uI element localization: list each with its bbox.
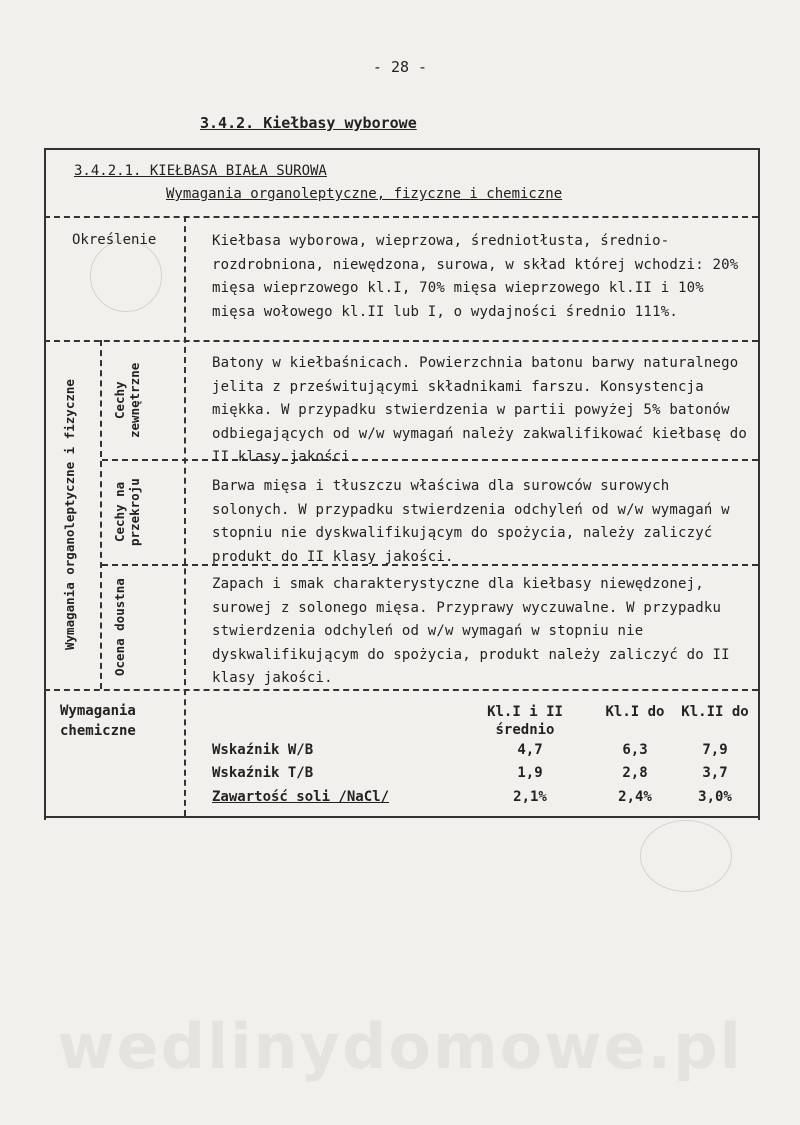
chemical-value-wb-kl1: 6,3 [622,742,648,758]
chemical-value-salt-kl1: 2,4% [618,789,652,805]
row-text-external: Batony w kiełbaśnicach. Powierzchnia batonu barwy naturalnego jelita z prześwitującymi składnikami farszu. Konsystencja miękka. W przypadku stwierdzenia w partii powyżej 5% batonów odbiegających od w/w wymagań należy zakwalifikować kiełbasę do II klasy jakości. [212,355,747,465]
chemical-row-name-salt: Zawartość soli /NaCl/ [212,789,390,805]
row-text-cross-section: Barwa mięsa i tłuszczu właściwa dla surowców surowych solonych. W przypadku stwierdzenia odchyleń od w/w wymagań w stopniu nie dyskwalifikującym do spożycia, należy zaliczyć produkt do II klasy jakości. [212,478,730,565]
chemical-value-tb-kl1: 2,8 [622,765,648,781]
row-label-oral: Ocena doustna [112,578,127,676]
chemical-value-tb-kl2: 3,7 [702,765,728,781]
chemical-value-wb-kl2: 7,9 [702,742,728,758]
subsection-title: 3.4.2.1. KIEŁBASA BIAŁA SUROWA [74,163,327,179]
divider-definition [44,340,758,342]
divider-header [44,216,758,218]
chemical-value-salt-kl2: 3,0% [698,789,732,805]
divider-bottom [44,816,758,818]
row-label-cross-section: Cechy na przekroju [112,478,142,546]
row-text-oral: Zapach i smak charakterystyczne dla kiełbasy niewędzonej, surowej z solonego mięsa. Przyprawy wyczuwalne. W przypadku stwierdzenia odchyleń od w/w wymagań w stopniu nie dyskwalifikującym do spożycia, produkt należy zaliczyć do II klasy jakości. [212,576,730,686]
chemical-row-name-tb: Wskaźnik T/B [212,765,314,781]
chemical-column-header-1: Kl.I i II średnio [487,704,563,738]
chemical-value-salt-avg: 2,1% [513,789,547,805]
row-label-external: Cechy zewnętrzne [112,362,142,438]
column-divider-group [100,340,102,689]
section-title: 3.4.2. Kiełbasy wyborowe [200,114,417,132]
chemical-value-wb-avg: 4,7 [517,742,543,758]
watermark: wedlinydomowe.pl [57,1010,743,1083]
definition-text: Kiełbasa wyborowa, wieprzowa, średniotłusta, średnio-rozdrobniona, niewędzona, surowa, w skład której wchodzi: 20% mięsa wieprzowego kl.I, 70% mięsa wieprzowego kl.II i 10% mięsa wołowego kl.II lub I, o wydajności średnio 111%. [212,233,739,320]
subsection-subtitle: Wymagania organoleptyczne, fizyczne i chemiczne [166,186,563,202]
chemical-column-header-3: Kl.II do [681,704,749,720]
chemical-row-name-wb: Wskaźnik W/B [212,742,314,758]
definition-label: Określenie [72,232,157,248]
column-divider-main [184,216,186,816]
chemical-value-tb-avg: 1,9 [517,765,543,781]
page-number: - 28 - [372,58,428,76]
chemical-column-header-2: Kl.I do [605,704,665,720]
faint-scribble [90,240,162,312]
organoleptic-group-label: Wymagania organoleptyczne i fizyczne [62,379,77,651]
chemical-label: Wymagania chemiczne [60,703,136,739]
faint-scribble [640,820,732,892]
